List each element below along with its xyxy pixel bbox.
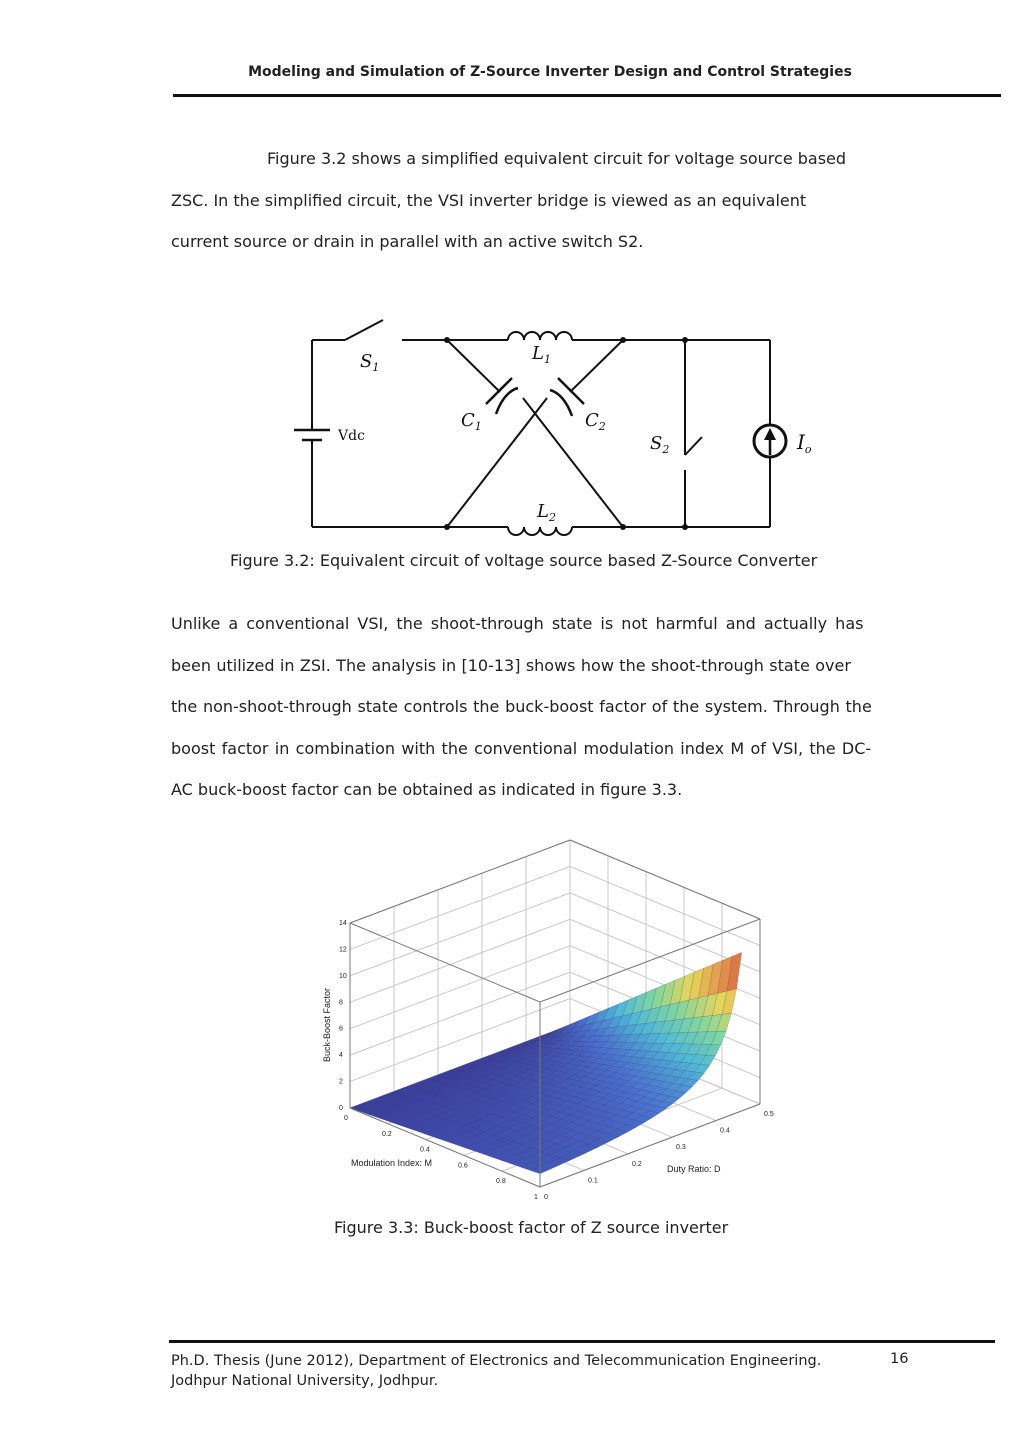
paragraph-line: the non-shoot-through state controls the buck-boost factor of the system. Through the — [171, 697, 872, 716]
label-c2: $C_2$ — [585, 410, 606, 433]
label-s2: $S_2$ — [650, 433, 670, 456]
header-rule — [173, 94, 1001, 97]
z-tick-label: 10 — [339, 972, 347, 980]
label-io: $I_o$ — [797, 430, 812, 456]
z-tick-label: 12 — [339, 946, 347, 954]
paragraph-line: boost factor in combination with the conventional modulation index M of VSI, the DC- — [171, 738, 872, 758]
paragraph-line: Unlike a conventional VSI, the shoot-through state is not harmful and actually has — [171, 614, 864, 633]
m-tick-label: 0.8 — [496, 1178, 506, 1186]
m-tick-label: 0.6 — [458, 1162, 468, 1170]
z-tick-label: 8 — [339, 999, 343, 1007]
paragraph-line: AC buck-boost factor can be obtained as indicated in figure 3.3. — [171, 780, 683, 799]
z-axis-label: Buck-Boost Factor — [322, 987, 332, 1062]
label-c1: $C_1$ — [461, 410, 482, 433]
circuit-diagram — [280, 310, 812, 550]
d-tick-label: 0.2 — [632, 1160, 642, 1168]
z-tick-label: 6 — [339, 1025, 343, 1033]
paragraph-line: been utilized in ZSI. The analysis in [10-13] shows how the shoot-through state over — [171, 655, 851, 675]
label-l1: $L_1$ — [532, 343, 551, 366]
d-tick-label: 0.1 — [588, 1177, 598, 1185]
d-tick-label: 0.5 — [764, 1111, 774, 1118]
figure-3-2-caption: Figure 3.2: Equivalent circuit of voltage source based Z-Source Converter — [230, 551, 818, 570]
paragraph-line: Figure 3.2 shows a simplified equivalent circuit for voltage source based — [267, 149, 847, 168]
d-tick-label: 0 — [544, 1194, 548, 1201]
paragraph-line: current source or drain in parallel with an active switch S2. — [171, 232, 644, 251]
running-header: Modeling and Simulation of Z-Source Inverter Design and Control Strategies — [248, 64, 852, 80]
box-edge — [570, 840, 760, 919]
z-tick-label: 2 — [339, 1078, 343, 1086]
page-number: 16 — [890, 1351, 909, 1367]
m-tick-label: 1 — [534, 1194, 538, 1201]
box-edge — [350, 840, 570, 923]
figure-3-3-caption: Figure 3.3: Buck-boost factor of Z source inverter — [334, 1218, 729, 1237]
z-tick-label: 4 — [339, 1052, 343, 1060]
paragraph-1 — [171, 138, 926, 263]
d-tick-label: 0.3 — [676, 1144, 686, 1152]
m-tick-label: 0 — [344, 1115, 348, 1122]
label-l2: $L_2$ — [537, 501, 556, 524]
paragraph-2 — [171, 603, 926, 811]
paragraph-line: ZSC. In the simplified circuit, the VSI inverter bridge is viewed as an equivalent — [171, 190, 807, 210]
label-s1: $S_1$ — [360, 351, 380, 374]
z-tick-label: 0 — [339, 1105, 343, 1112]
z-tick-label: 14 — [339, 920, 347, 927]
box-edge — [350, 923, 540, 1002]
footer-line: Jodhpur National University, Jodhpur. — [171, 1373, 439, 1389]
y-axis-label: Duty Ratio: D — [667, 1164, 721, 1174]
x-axis-label: Modulation Index: M — [351, 1158, 433, 1168]
gridline — [350, 866, 760, 949]
footer-text — [171, 1351, 821, 1391]
footer-rule — [169, 1340, 995, 1343]
gridline — [350, 840, 760, 923]
m-tick-label: 0.4 — [420, 1146, 430, 1154]
d-tick-label: 0.4 — [720, 1127, 730, 1135]
m-tick-label: 0.2 — [382, 1130, 392, 1138]
gridline — [350, 893, 760, 976]
buck-boost-surface-chart — [300, 862, 800, 1201]
label-vdc: Vdc — [338, 428, 365, 444]
footer-line: Ph.D. Thesis (June 2012), Department of Electronics and Telecommunication Engineering. — [171, 1353, 822, 1369]
